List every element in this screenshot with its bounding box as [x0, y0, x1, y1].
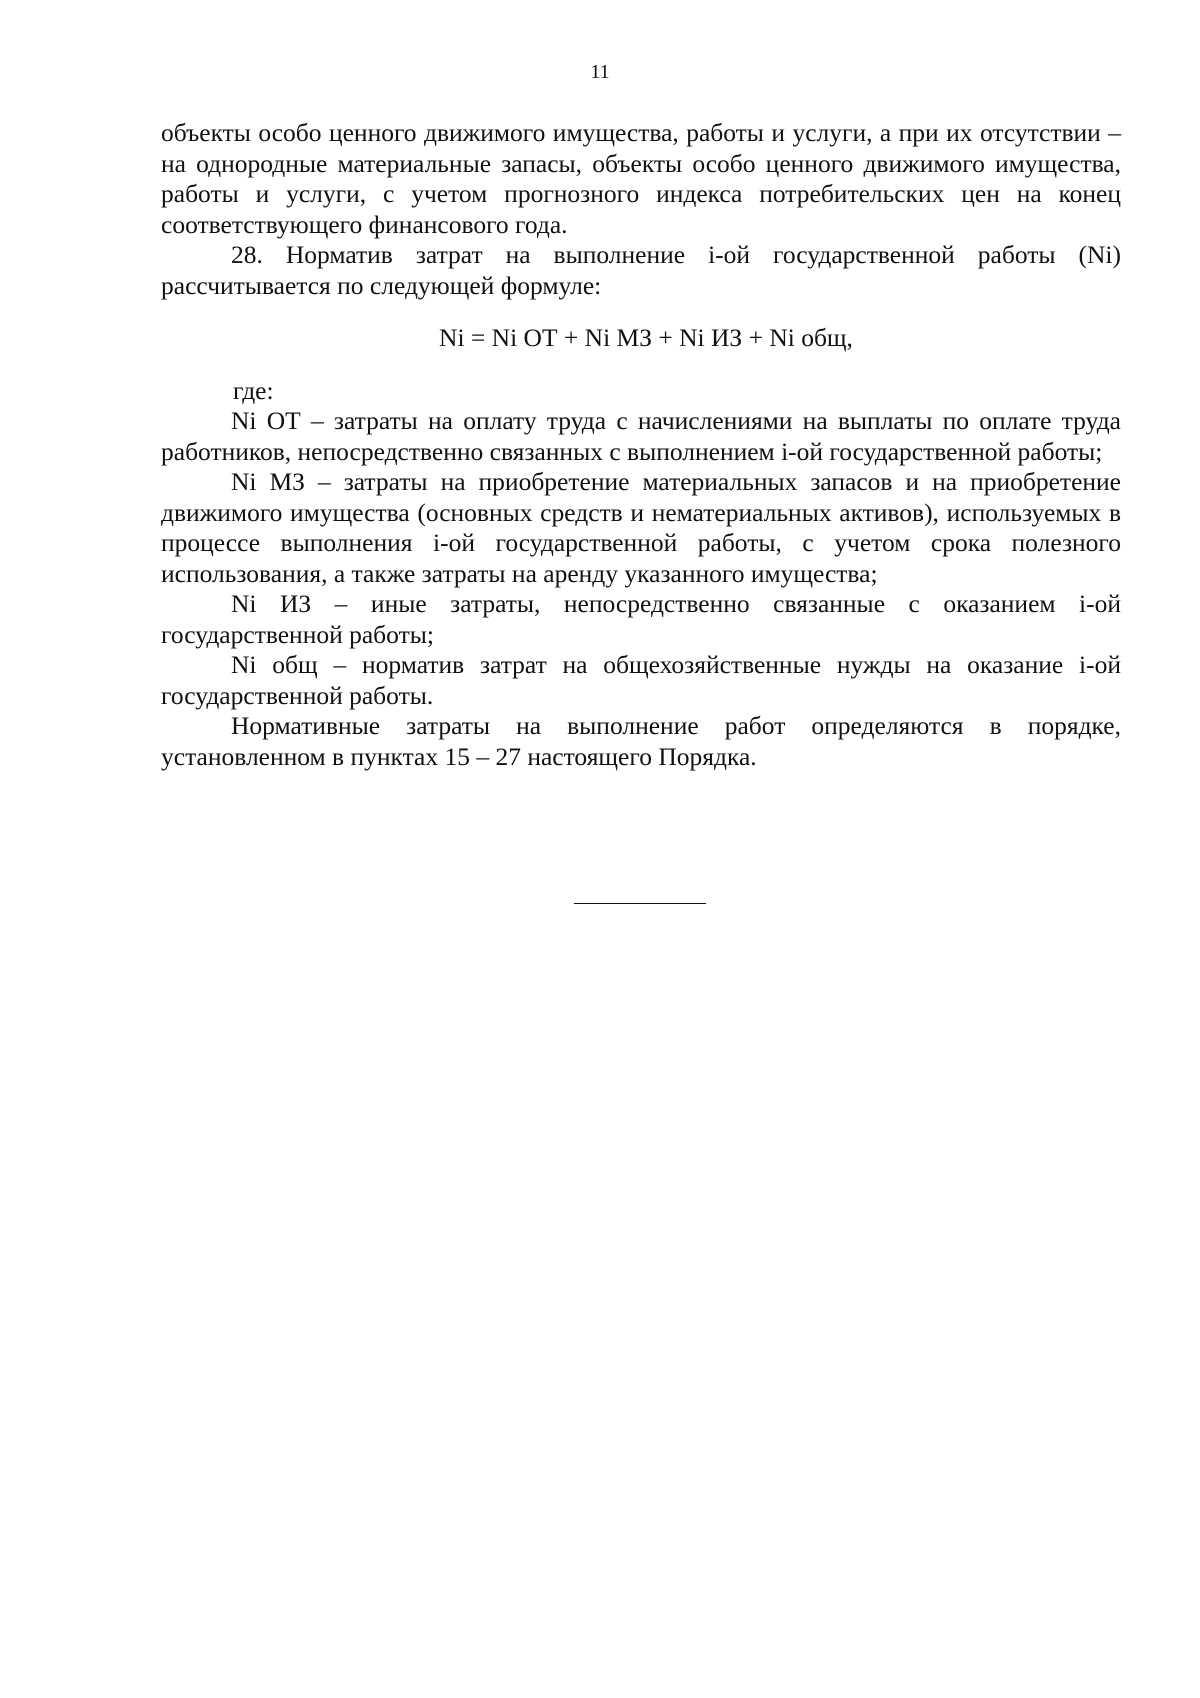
where-label: где: [233, 375, 274, 405]
end-of-document-rule [574, 903, 706, 904]
definition-ni-iz: Ni ИЗ – иные затраты, непосредственно связанные с оказанием i-ой государственной работы; [161, 589, 1121, 649]
paragraph-continuation: объекты особо ценного движимого имущества, работы и услуги, а при их отсутствии – на однородные материальные запасы, объекты особо ценного движимого имущества, работы и услуги, с учетом прогнозного индекса потребительских цен на конец соответствующего финансового года. [161, 118, 1121, 239]
document-body [161, 118, 1121, 772]
closing-paragraph: Нормативные затраты на выполнение работ определяются в порядке, установленном в пунктах 15 – 27 настоящего Порядка. [161, 711, 1121, 771]
definition-ni-obsh: Ni общ – норматив затрат на общехозяйственные нужды на оказание i-ой государственной работы. [161, 650, 1121, 710]
formula: Ni = Ni ОТ + Ni МЗ + Ni ИЗ + Ni общ, [439, 323, 853, 352]
paragraph-28: 28. Норматив затрат на выполнение i-ой государственной работы (Ni) рассчитывается по следующей формуле: [161, 240, 1121, 300]
definition-ni-mz: Ni МЗ – затраты на приобретение материальных запасов и на приобретение движимого имущества (основных средств и нематериальных активов), используемых в процессе выполнения i-ой государственной работы, с учетом срока полезного использования, а также затраты на аренду указанного имущества; [161, 467, 1121, 588]
page-number: 11 [590, 61, 610, 83]
definition-ni-ot: Ni ОТ – затраты на оплату труда с начислениями на выплаты по оплате труда работников, непосредственно связанных с выполнением i-ой государственной работы; [161, 406, 1121, 466]
